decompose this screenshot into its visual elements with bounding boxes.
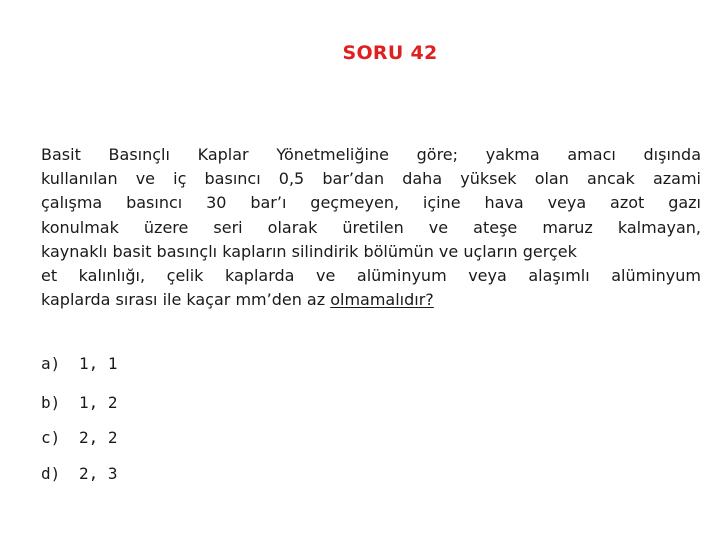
question-emphasis: olmamalıdır? xyxy=(330,290,434,310)
option-a-value: 1, 1 xyxy=(79,354,118,373)
question-line: kullanılan ve iç basıncı 0,5 bar’dan daha yüksek olan ancak azami xyxy=(41,169,701,189)
option-c-value: 2, 2 xyxy=(79,428,118,447)
option-c-letter: c) xyxy=(41,428,61,447)
option-d[interactable] xyxy=(41,464,118,483)
question-title: SORU 42 xyxy=(342,42,438,64)
option-b[interactable] xyxy=(41,393,118,412)
option-a[interactable] xyxy=(41,354,118,373)
option-a-letter: a) xyxy=(41,354,61,373)
option-d-value: 2, 3 xyxy=(79,464,118,483)
question-line: kaynaklı basit basınçlı kapların silindirik bölümün ve uçların gerçek xyxy=(41,241,577,261)
question-line: konulmak üzere seri olarak üretilen ve ateşe maruz kalmayan, xyxy=(41,217,701,237)
option-d-letter: d) xyxy=(41,464,61,483)
question-line: çalışma basıncı 30 bar’ı geçmeyen, içine hava veya azot gazı xyxy=(41,193,701,213)
question-last-line xyxy=(41,288,701,312)
question-line: et kalınlığı, çelik kaplarda ve alüminyum veya alaşımlı alüminyum xyxy=(41,266,701,286)
option-b-value: 1, 2 xyxy=(79,393,118,412)
question-last-line-text: kaplarda sırası ile kaçar mm’den az xyxy=(41,290,331,310)
option-b-letter: b) xyxy=(41,393,61,412)
question-text xyxy=(41,143,701,312)
question-line: Basit Basınçlı Kaplar Yönetmeliğine göre; yakma amacı dışında xyxy=(41,145,701,164)
option-c[interactable] xyxy=(41,428,118,447)
